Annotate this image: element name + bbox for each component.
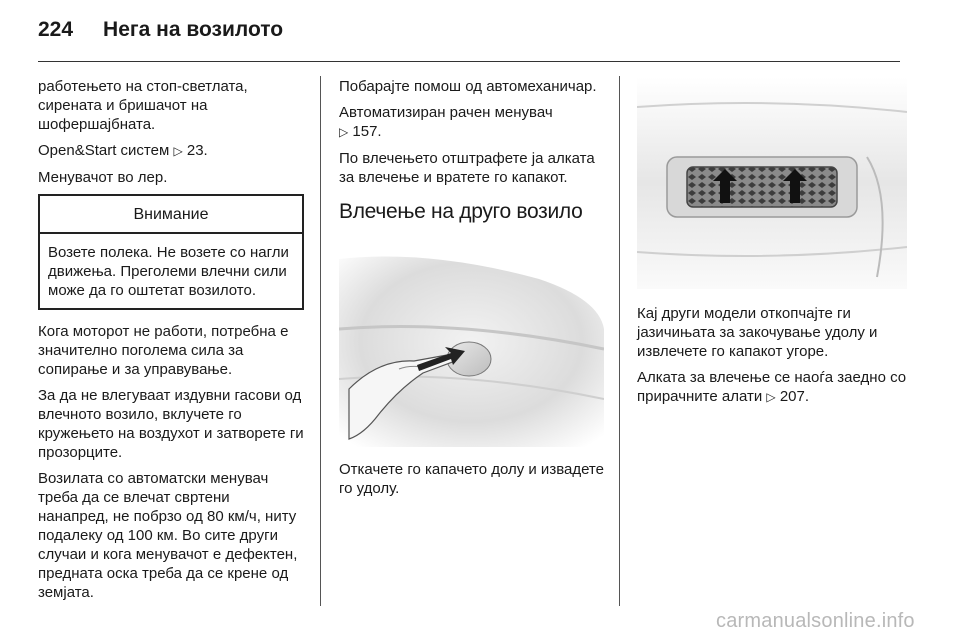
bumper-grille-illustration (637, 77, 907, 289)
page-header (38, 18, 283, 48)
page-number: 224 (38, 18, 74, 41)
warning-title: Внимание (40, 196, 302, 234)
paragraph: Возилата со автоматски менувач треба да се влечат свртени нанапред, не побрзо од 80 км/ч, ниту подалеку од 100 км. Во сите други случаи и кога менувачот е дефектен, предната оска треба да се крене од земјата. (38, 470, 298, 601)
page-reference[interactable]: 207. (779, 388, 810, 405)
page-reference[interactable]: 157. (352, 123, 382, 140)
column-1 (38, 77, 304, 609)
column-2 (339, 77, 607, 505)
paragraph: По влечењето отштрафете ја алката за влечење и вратете го капакот. (339, 150, 595, 186)
section-heading: Влечење на друго возило (339, 200, 583, 223)
tow-eye-cover-illustration (339, 239, 604, 447)
paragraph: работењето на стоп-светлата, сирената и бришачот на шофершајбната. (38, 78, 248, 133)
page-reference[interactable]: 23. (186, 142, 208, 159)
page-title: Нега на возилото (103, 18, 284, 41)
header-divider (38, 61, 900, 62)
paragraph: Побарајте помош од автомеханичар. (339, 78, 597, 95)
paragraph: Алката за влечење се наоѓа заедно со прирачните алати ▷ 207. (637, 369, 907, 405)
paragraph: Open&Start систем ▷ 23. (38, 142, 208, 159)
paragraph: Автоматизиран рачен менувач ▷ 157. (339, 104, 553, 140)
paragraph: Менувачот во лер. (38, 169, 168, 186)
watermark[interactable]: carmanualsonline.info (716, 610, 915, 632)
column-3 (637, 77, 907, 414)
paragraph: Кога моторот не работи, потребна е значително поголема сила за сопирање и за управување. (38, 323, 289, 378)
reference-arrow-icon: ▷ (173, 144, 183, 158)
reference-arrow-icon: ▷ (766, 390, 776, 404)
paragraph: Кај други модели откопчајте ги јазичињата за закочување удолу и извлечете го капакот угоре. (637, 305, 878, 360)
column-divider-1 (320, 76, 321, 606)
reference-arrow-icon: ▷ (339, 125, 349, 139)
warning-body: Возете полека. Не возете со нагли движења. Преголеми влечни сили може да го оштетат возилото. (48, 244, 289, 299)
column-divider-2 (619, 76, 620, 606)
warning-box (38, 194, 304, 310)
paragraph: За да не влегуваат издувни гасови од влечното возило, вклучете го кружењето на воздухот и затворете ги прозорците. (38, 387, 304, 461)
figure-caption: Откачете го капачето долу и извадете го удолу. (339, 461, 604, 497)
